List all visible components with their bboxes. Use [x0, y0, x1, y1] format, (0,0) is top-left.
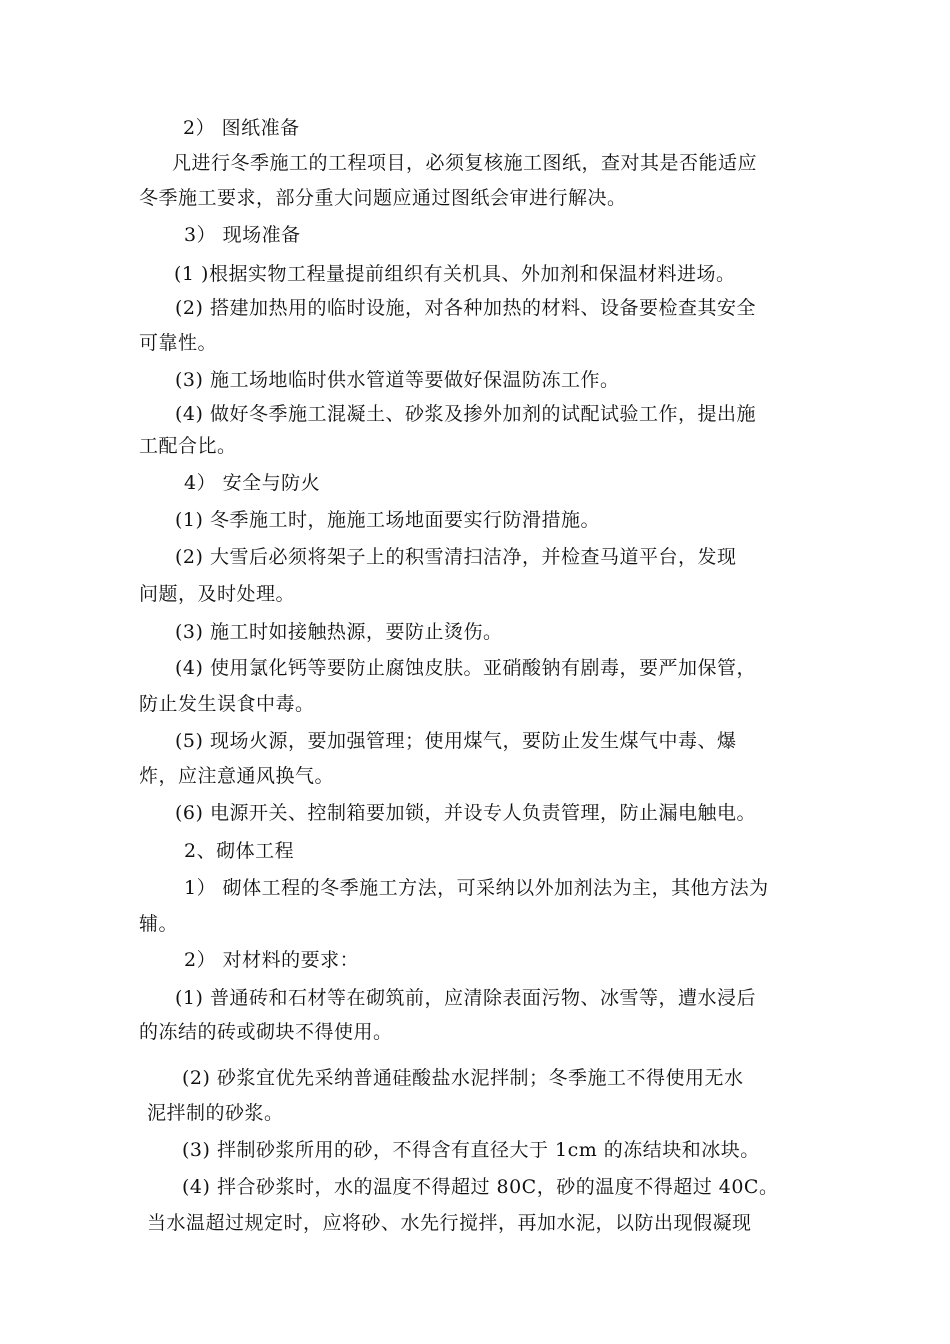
paragraph-line: 1） 砌体工程的冬季施工方法，可采纳以外加剂法为主，其他方法为 [184, 877, 769, 899]
list-item-line: 的冻结的砖或砌块不得使用。 [139, 1021, 393, 1043]
list-item-line: 工配合比。 [139, 435, 237, 457]
list-item-line: (5) 现场火源，要加强管理；使用煤气，要防止发生煤气中毒、爆 [175, 730, 737, 752]
list-item-line: 炸，应注意通风换气。 [139, 765, 335, 787]
list-item-line: (6) 电源开关、控制箱要加锁，并设专人负责管理，防止漏电触电。 [175, 802, 756, 824]
list-item-line: 可靠性。 [139, 332, 218, 354]
heading-safety-fire: 4） 安全与防火 [184, 472, 321, 494]
list-item-line: (1 )根据实物工程量提前组织有关机具、外加剂和保温材料进场。 [174, 263, 736, 285]
list-item-line: 防止发生误食中毒。 [139, 693, 315, 715]
list-item-line: (4) 做好冬季施工混凝土、砂浆及掺外加剂的试配试验工作，提出施 [175, 403, 756, 425]
list-item-line: (1) 冬季施工时，施施工场地面要实行防滑措施。 [175, 509, 600, 531]
list-item-line: (2) 砂浆宜优先采纳普通硅酸盐水泥拌制；冬季施工不得使用无水 [182, 1067, 744, 1089]
list-item-line: 当水温超过规定时，应将砂、水先行搅拌，再加水泥，以防出现假凝现 [147, 1212, 752, 1234]
paragraph-line: 冬季施工要求，部分重大问题应通过图纸会审进行解决。 [139, 187, 627, 209]
list-item-line: (2) 大雪后必须将架子上的积雪清扫洁净，并检查马道平台，发现 [175, 546, 737, 568]
heading-material-req: 2） 对材料的要求： [184, 949, 360, 971]
list-item-line: (2) 搭建加热用的临时设施，对各种加热的材料、设备要检查其安全 [175, 297, 756, 319]
heading-site-prep: 3） 现场准备 [184, 224, 301, 246]
list-item-line: 泥拌制的砂浆。 [147, 1102, 284, 1124]
list-item-line: (3) 施工时如接触热源，要防止烫伤。 [175, 621, 503, 643]
heading-masonry: 2、砌体工程 [184, 840, 295, 862]
list-item-line: (1) 普通砖和石材等在砌筑前，应清除表面污物、冰雪等，遭水浸后 [175, 987, 756, 1009]
list-item-line: (3) 拌制砂浆所用的砂，不得含有直径大于 1cm 的冻结块和冰块。 [182, 1139, 760, 1161]
list-item-line: (3) 施工场地临时供水管道等要做好保温防冻工作。 [175, 369, 620, 391]
paragraph-line: 凡进行冬季施工的工程项目，必须复核施工图纸，查对其是否能适应 [172, 152, 758, 174]
list-item-line: 问题，及时处理。 [139, 583, 296, 605]
list-item-line: (4) 拌合砂浆时，水的温度不得超过 80C，砂的温度不得超过 40C。 [182, 1176, 779, 1198]
list-item-line: (4) 使用氯化钙等要防止腐蚀皮肤。亚硝酸钠有剧毒，要严加保管， [175, 657, 756, 679]
paragraph-line: 辅。 [139, 913, 179, 935]
heading-drawing-prep: 2） 图纸准备 [183, 117, 300, 139]
